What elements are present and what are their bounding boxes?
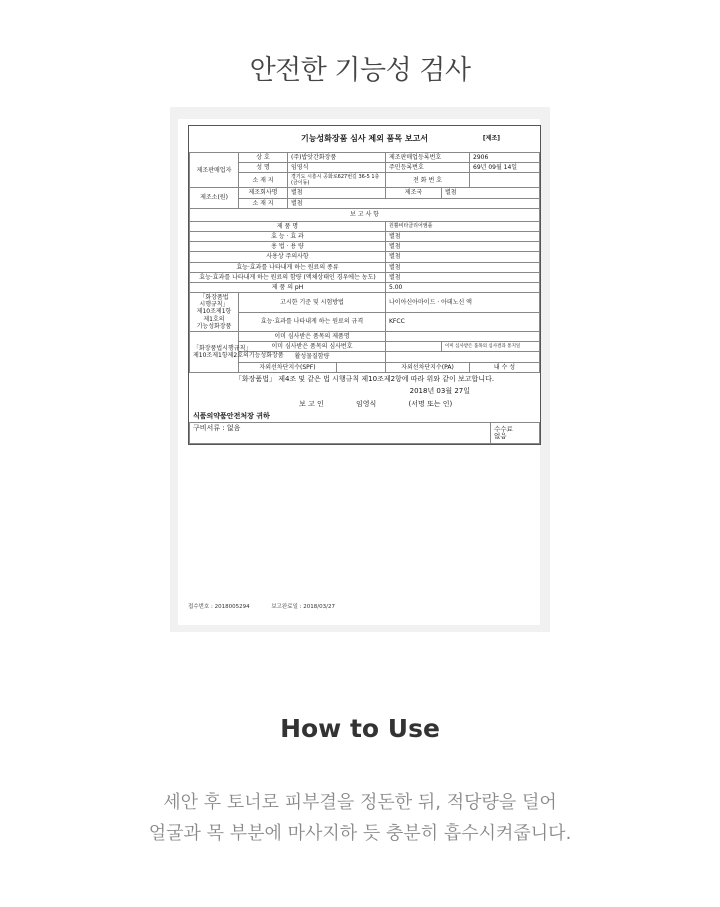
factory-name-label: 제조회사명 [239, 188, 288, 198]
caution-label: 사용상 주의사항 [190, 252, 386, 262]
name-label: 성 명 [239, 163, 288, 173]
page-title: 안전한 기능성 검사 [249, 55, 471, 86]
country-label: 제조국 [386, 188, 442, 198]
spf-value [337, 362, 386, 372]
law2-prev-name-value [386, 332, 540, 342]
report-complete-date: 보고완료일 : 2018/03/27 [271, 604, 335, 610]
report-document-image [170, 107, 550, 632]
section-title: 보 고 사 항 [190, 208, 540, 221]
table-row [190, 252, 540, 262]
report-tag: [제조] [482, 135, 500, 142]
factory-addr-value: 별첨 [288, 198, 540, 208]
fee-label: 수수료 [494, 424, 513, 433]
usage-value: 별첨 [386, 242, 540, 252]
table-row [190, 163, 540, 173]
name-value: 임영식 [288, 163, 386, 173]
table-row [189, 373, 540, 385]
report-date: 2018년 03월 27일 [409, 387, 470, 396]
ingredient-type-label: 효능·효과를 나타내게 하는 원료의 종류 [190, 262, 386, 272]
report-title: 기능성화장품 심사 제외 품목 보고서 [300, 134, 429, 143]
receipt-number: 접수번호 : 2018005294 [188, 604, 250, 610]
table-row [190, 188, 540, 198]
pa-label: 자외선차단지수(PA) [386, 362, 470, 372]
company-label: 상 호 [239, 153, 288, 163]
ingredient-amount-value: 별첨 [386, 272, 540, 282]
documents-label: 구비서류 : 없음 [190, 423, 491, 444]
documents-table [189, 422, 540, 444]
product-label: 제 품 명 [190, 221, 386, 231]
law2-prev-notice-label: 이미 심사받은 품목의 심사결과 통지일 [442, 342, 540, 352]
company-value: (주)밥앗간화장품 [288, 153, 386, 163]
table-row [190, 332, 540, 342]
table-row [190, 423, 540, 444]
law1-std-value: 나이아신아마이드 · 아데노신 액 [386, 293, 540, 312]
table-row [190, 282, 540, 292]
law1-spec-value: KFCC [386, 312, 540, 331]
law1-std-label: 고시한 기준 및 시험방법 [239, 293, 386, 312]
how-to-use-heading: How to Use [280, 714, 440, 743]
report-header [189, 126, 540, 152]
birth-value: 69년 09월 14일 [470, 163, 540, 173]
fee-cell [491, 423, 540, 444]
usage-label: 용 법 · 용 량 [190, 242, 386, 252]
factory-addr-label: 소 재 지 [239, 198, 288, 208]
table-row [189, 385, 540, 397]
efficacy-value: 별첨 [386, 231, 540, 241]
ingredient-type-value: 별첨 [386, 262, 540, 272]
table-row [189, 398, 540, 410]
factory-group-label: 제조소(원) [190, 188, 239, 208]
signature-note: (서명 또는 인) [408, 399, 453, 408]
reg-no-value: 2906 [470, 153, 540, 163]
report-form [188, 125, 541, 445]
table-row [190, 198, 540, 208]
statement-text: 「화장품법」 제4조 및 같은 법 시행규칙 제10조제2항에 따라 위와 같이 보고합니다. [234, 374, 495, 383]
law2-prev-no-value [386, 342, 442, 352]
efficacy-label: 효 능 · 효 과 [190, 231, 386, 241]
table-row [190, 242, 540, 252]
phone-value [470, 173, 540, 188]
addressee: 식품의약품안전처장 귀하 [193, 411, 270, 420]
usage-instructions [0, 787, 720, 849]
ph-value: 5.00 [386, 282, 540, 292]
report-table [189, 152, 540, 373]
addr-label: 소 재 지 [239, 173, 288, 188]
birth-label: 주민등록번호 [386, 163, 470, 173]
table-row [190, 231, 540, 241]
maker-group-label: 제조판매업자 [190, 153, 239, 188]
caution-value: 별첨 [386, 252, 540, 262]
table-row [190, 272, 540, 282]
table-row [190, 221, 540, 231]
country-value: 별첨 [442, 188, 540, 198]
law1-spec-label: 효능·효과를 나타내게 하는 원료의 규격 [239, 312, 386, 331]
law2-group-label: 「화장품법시행규칙」 제10조제1항제2호의기능성화장품 [190, 332, 239, 373]
fee-value: 없음 [494, 432, 507, 441]
usage-line-1: 세안 후 토너로 피부결을 정돈한 뒤, 적당량을 덜어 [163, 792, 557, 813]
table-row [189, 410, 540, 422]
phone-label: 전 화 번 호 [386, 173, 470, 188]
table-row [190, 312, 540, 331]
report-paper [178, 119, 540, 625]
table-row [190, 153, 540, 163]
law2-active-value [386, 352, 540, 362]
table-row [190, 262, 540, 272]
ingredient-amount-label: 효능·효과를 나타내게 하는 원료의 함량 (액체상태인 경우에는 농도) [190, 272, 386, 282]
reg-no-label: 제조판매업등록번호 [386, 153, 470, 163]
receipt-footer [188, 604, 355, 611]
table-row [190, 293, 540, 312]
reporter-label: 보 고 인 [299, 399, 324, 408]
product-value: 원쁠비타클리어앰플 [386, 221, 540, 231]
addr-value: 경기도 시흥시 공화로627번길 36-5 1층 (금이동) [288, 173, 386, 188]
signature-line [189, 398, 540, 410]
factory-name-value: 별첨 [288, 188, 386, 198]
water-label: 내 수 성 [470, 362, 540, 372]
law2-prev-no-label: 이미 심사받은 품목의 심사번호 [239, 342, 386, 352]
law2-prev-name-label: 이미 심사받은 품목의 제품명 [239, 332, 386, 342]
table-row [190, 173, 540, 188]
table-row [190, 208, 540, 221]
table-row [190, 362, 540, 372]
statement-block [189, 373, 540, 423]
spf-label: 자외선차단지수(SPF) [239, 362, 337, 372]
reporter-name: 임영식 [355, 399, 377, 408]
law1-group-label: 「화장품법 시행규칙」 제10조제1항 제1호의 기능성화장품 [190, 293, 239, 332]
ph-label: 제 품 의 pH [190, 282, 386, 292]
usage-line-2: 얼굴과 목 부분에 마사지하 듯 충분히 흡수시켜줍니다. [148, 823, 572, 844]
law2-active-label: 활성물질함량 [239, 352, 386, 362]
